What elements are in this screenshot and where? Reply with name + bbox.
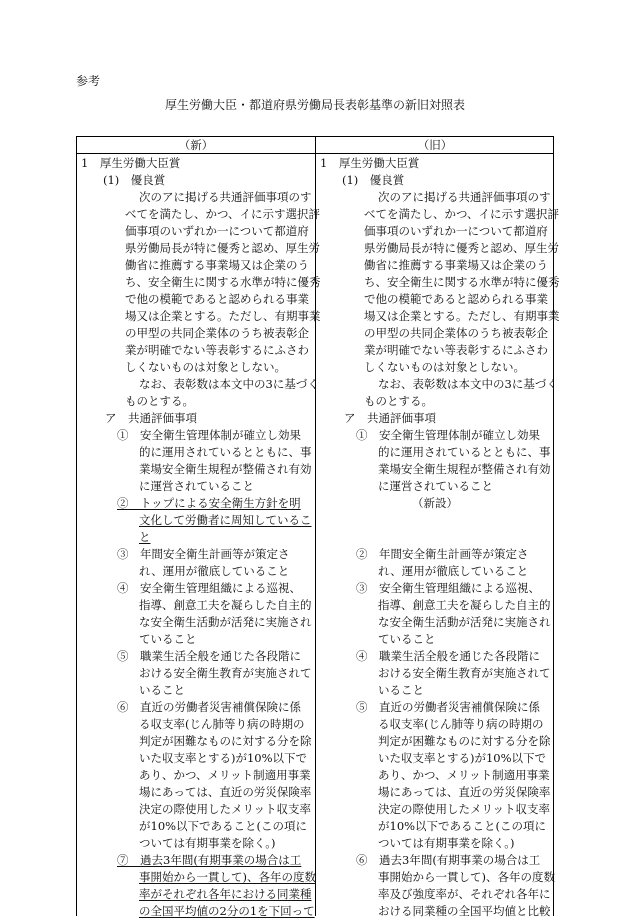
- table-line: [316, 189, 554, 206]
- table-line: [77, 631, 315, 648]
- table-line: [77, 240, 321, 257]
- table-line: [316, 274, 560, 291]
- table-line: [316, 172, 554, 189]
- table-line: [77, 274, 321, 291]
- table-line: [316, 223, 554, 240]
- table-line: [77, 172, 315, 189]
- line-text: 場又は企業とする。ただし、有期事業: [364, 309, 560, 323]
- header-rule: [77, 153, 553, 154]
- table-line: [77, 682, 315, 699]
- document-title: 厚生労働大臣・都道府県労働局長表彰基準の新旧対照表: [164, 98, 465, 112]
- line-text: ⑥ 直近の労働者災害補償保険に係: [117, 700, 301, 714]
- line-text: と: [139, 530, 151, 544]
- table-line: [316, 410, 554, 427]
- table-line: [316, 835, 554, 852]
- table-line: [77, 189, 315, 206]
- line-text: しくないものは対象としない。: [125, 360, 286, 374]
- table-line: [77, 257, 315, 274]
- table-line: [316, 393, 554, 410]
- line-text: の甲型の共同企業体のうち被表彰企: [125, 326, 309, 340]
- line-text: る収支率(じん肺等り病の時期の: [139, 717, 305, 731]
- table-line: [77, 733, 315, 750]
- table-line: [77, 818, 315, 835]
- line-text: おける安全衛生教育が実施されて: [139, 666, 312, 680]
- line-text: 率がそれぞれ各年における同業種: [139, 887, 312, 901]
- line-text: あり、かつ、メリット制適用事業: [139, 768, 311, 782]
- line-text: おける同業種の全国平均値と比較: [378, 904, 551, 918]
- table-line: [77, 155, 315, 172]
- table-line: [77, 461, 315, 478]
- line-text: なお、表彰数は本文中の3に基づく: [139, 377, 319, 391]
- line-text: ものとする。: [364, 394, 433, 408]
- table-line: [77, 478, 315, 495]
- table-line: [316, 631, 554, 648]
- table-line: [77, 291, 315, 308]
- table-line: [316, 376, 558, 393]
- line-text: 価事項のいずれか一について都道府: [125, 224, 309, 238]
- table-line: [316, 512, 554, 529]
- table-line: [316, 903, 554, 920]
- line-text: ① 安全衛生管理体制が確立し効果: [117, 428, 301, 442]
- table-line: [316, 206, 560, 223]
- table-line: [316, 784, 554, 801]
- table-line: [316, 563, 554, 580]
- line-text: ついては有期事業を除く。): [139, 836, 276, 850]
- table-line: [77, 614, 315, 631]
- line-text: ていること: [139, 632, 197, 646]
- table-line: [77, 886, 315, 903]
- table-line: [77, 495, 315, 512]
- table-line: [316, 478, 554, 495]
- line-text: 的に運用されているとともに、事: [139, 445, 312, 459]
- line-text: 場にあっては、直近の労災保険率: [139, 785, 312, 799]
- page-label: 参考: [76, 74, 101, 88]
- table-line: [316, 444, 554, 461]
- line-text: の全国平均値の2分の1を下回って: [139, 904, 315, 918]
- table-line: [77, 767, 315, 784]
- line-text: おける安全衛生教育が実施されて: [378, 666, 551, 680]
- table-line: [77, 529, 315, 546]
- table-line: [77, 665, 315, 682]
- table-line: [316, 818, 554, 835]
- table-line: [316, 529, 554, 546]
- line-text: が10%以下であること(この項に: [139, 819, 308, 833]
- table-line: [316, 495, 554, 512]
- line-text: （新設）: [412, 496, 458, 510]
- table-line: [316, 427, 554, 444]
- table-line: [77, 512, 315, 529]
- table-line: [77, 308, 321, 325]
- table-line: [316, 597, 554, 614]
- line-text: ② 年間安全衛生計画等が策定さ: [356, 547, 529, 561]
- table-line: [77, 359, 315, 376]
- line-text: れ、運用が徹底していること: [378, 564, 529, 578]
- line-text: 県労働局長が特に優秀と認め、厚生労: [364, 241, 560, 255]
- line-text: 1 厚生労働大臣賞: [320, 156, 420, 170]
- header-old: （旧）: [417, 138, 453, 152]
- line-text: 判定が困難なものに対する分を除: [139, 734, 312, 748]
- table-line: [77, 750, 315, 767]
- table-line: [77, 410, 315, 427]
- line-text: いた収支率とする)が10%以下で: [139, 751, 308, 765]
- table-line: [77, 546, 315, 563]
- line-text: ア 共通評価事項: [105, 411, 197, 425]
- line-text: いること: [139, 683, 185, 697]
- line-text: 次のアに掲げる共通評価事項のす: [139, 190, 312, 204]
- table-line: [316, 869, 554, 886]
- table-line: [77, 563, 315, 580]
- line-text: ものとする。: [125, 394, 194, 408]
- line-text: ち、安全衛生に関する水準が特に優秀: [125, 275, 321, 289]
- column-old: [316, 155, 560, 920]
- line-text: 県労働局長が特に優秀と認め、厚生労: [125, 241, 321, 255]
- table-line: [77, 206, 321, 223]
- table-line: [316, 852, 554, 869]
- line-text: 次のアに掲げる共通評価事項のす: [378, 190, 551, 204]
- table-line: [77, 716, 315, 733]
- table-line: [77, 427, 315, 444]
- line-text: いること: [378, 683, 424, 697]
- line-text: ③ 年間安全衛生計画等が策定さ: [117, 547, 290, 561]
- table-line: [77, 869, 315, 886]
- line-text: あり、かつ、メリット制適用事業: [378, 768, 550, 782]
- table-line: [77, 801, 315, 818]
- line-text: 業が明確でない等表彰するにふさわ: [364, 343, 548, 357]
- table-line: [316, 767, 554, 784]
- line-text: 事開始から一貫して)、各年の度数: [378, 870, 555, 884]
- column-new: [77, 155, 321, 920]
- line-text: しくないものは対象としない。: [364, 360, 525, 374]
- line-text: ② トップによる安全衛生方針を明: [117, 496, 301, 510]
- table-line: [316, 325, 554, 342]
- line-text: 指導、創意工夫を凝らした自主的: [378, 598, 551, 612]
- header-new: （新）: [178, 138, 214, 152]
- table-line: [316, 308, 560, 325]
- line-text: ④ 職業生活全般を通じた各段階に: [356, 649, 540, 663]
- table-line: [77, 784, 315, 801]
- line-text: いた収支率とする)が10%以下で: [378, 751, 547, 765]
- line-text: 働省に推薦する事業場又は企業のう: [125, 258, 309, 272]
- line-text: ていること: [378, 632, 436, 646]
- line-text: 働省に推薦する事業場又は企業のう: [364, 258, 548, 272]
- table-line: [316, 648, 554, 665]
- line-text: 業が明確でない等表彰するにふさわ: [125, 343, 309, 357]
- line-text: べてを満たし、かつ、イに示す選択評: [125, 207, 321, 221]
- line-text: 的に運用されているとともに、事: [378, 445, 551, 459]
- line-text: 事開始から一貫して)、各年の度数: [139, 870, 316, 884]
- table-line: [77, 325, 315, 342]
- table-line: [316, 240, 560, 257]
- table-line: [316, 716, 554, 733]
- table-line: [316, 461, 554, 478]
- table-line: [316, 155, 554, 172]
- line-text: 価事項のいずれか一について都道府: [364, 224, 548, 238]
- line-text: る収支率(じん肺等り病の時期の: [378, 717, 544, 731]
- table-line: [77, 223, 315, 240]
- line-text: が10%以下であること(この項に: [378, 819, 547, 833]
- line-text: 率及び強度率が、それぞれ各年に: [378, 887, 551, 901]
- table-line: [77, 852, 315, 869]
- line-text: べてを満たし、かつ、イに示す選択評: [364, 207, 560, 221]
- line-text: ④ 安全衛生管理組織による巡視、: [117, 581, 301, 595]
- line-text: 文化して労働者に周知しているこ: [139, 513, 312, 527]
- table-line: [316, 614, 554, 631]
- comparison-table: [76, 136, 560, 918]
- table-line: [77, 597, 315, 614]
- table-line: [77, 699, 315, 716]
- table-line: [77, 903, 315, 920]
- line-text: ⑤ 直近の労働者災害補償保険に係: [356, 700, 540, 714]
- table-line: [316, 342, 554, 359]
- line-text: な安全衛生活動が活発に実施され: [139, 615, 312, 629]
- line-text: ① 安全衛生管理体制が確立し効果: [356, 428, 540, 442]
- line-text: 指導、創意工夫を凝らした自主的: [139, 598, 312, 612]
- line-text: ③ 安全衛生管理組織による巡視、: [356, 581, 540, 595]
- line-text: で他の模範であると認められる事業: [125, 292, 309, 306]
- table-line: [316, 750, 554, 767]
- table-line: [316, 665, 554, 682]
- table-line: [77, 835, 315, 852]
- table-line: [316, 733, 554, 750]
- table-line: [316, 546, 554, 563]
- line-text: ⑤ 職業生活全般を通じた各段階に: [117, 649, 301, 663]
- table-line: [316, 359, 554, 376]
- line-text: ち、安全衛生に関する水準が特に優秀: [364, 275, 560, 289]
- table-line: [77, 376, 319, 393]
- table-line: [77, 444, 315, 461]
- line-text: (1) 優良賞: [103, 173, 166, 187]
- line-text: 業場安全衛生規程が整備され有効: [378, 462, 551, 476]
- line-text: に運営されていること: [378, 479, 493, 493]
- line-text: な安全衛生活動が活発に実施され: [378, 615, 551, 629]
- table-line: [316, 699, 554, 716]
- line-text: れ、運用が徹底していること: [139, 564, 290, 578]
- table-line: [77, 648, 315, 665]
- line-text: 業場安全衛生規程が整備され有効: [139, 462, 312, 476]
- line-text: 場又は企業とする。ただし、有期事業: [125, 309, 321, 323]
- line-text: 1 厚生労働大臣賞: [81, 156, 181, 170]
- table-line: [77, 393, 315, 410]
- table-line: [77, 580, 315, 597]
- line-text: 決定の際使用したメリット収支率: [139, 802, 312, 816]
- table-line: [316, 580, 554, 597]
- line-text: 判定が困難なものに対する分を除: [378, 734, 551, 748]
- table-line: [316, 257, 554, 274]
- table-line: [316, 291, 554, 308]
- line-text: なお、表彰数は本文中の3に基づく: [378, 377, 558, 391]
- line-text: ア 共通評価事項: [344, 411, 436, 425]
- table-line: [77, 342, 315, 359]
- line-text: 場にあっては、直近の労災保険率: [378, 785, 551, 799]
- line-text: 決定の際使用したメリット収支率: [378, 802, 551, 816]
- table-line: [316, 886, 554, 903]
- line-text: で他の模範であると認められる事業: [364, 292, 548, 306]
- line-text: ついては有期事業を除く。): [378, 836, 515, 850]
- line-text: に運営されていること: [139, 479, 254, 493]
- line-text: ⑥ 過去3年間(有期事業の場合は工: [356, 853, 541, 867]
- table-line: [316, 801, 554, 818]
- table-line: [316, 682, 554, 699]
- line-text: ⑦ 過去3年間(有期事業の場合は工: [117, 853, 302, 867]
- line-text: (1) 優良賞: [342, 173, 405, 187]
- line-text: の甲型の共同企業体のうち被表彰企: [364, 326, 548, 340]
